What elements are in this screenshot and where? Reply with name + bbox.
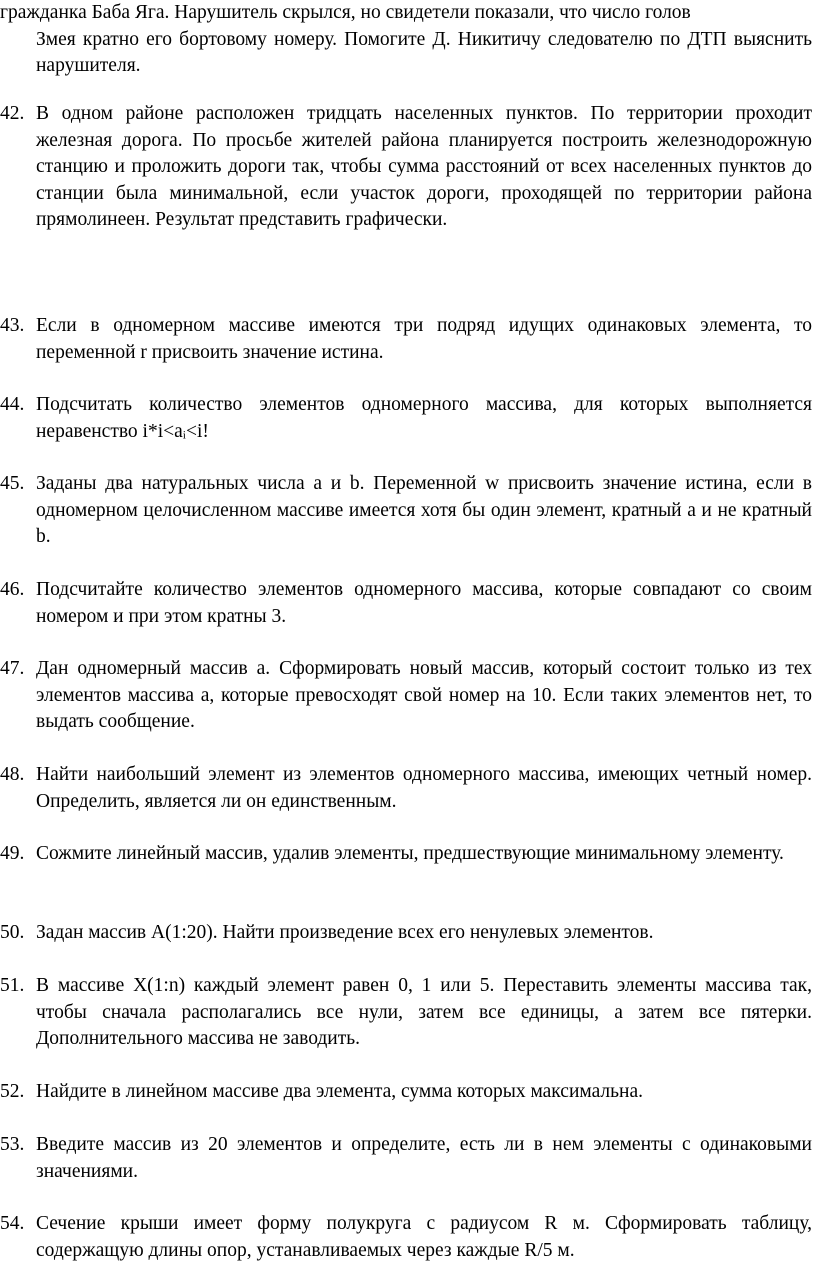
task-text: Заданы два натуральных числа a и b. Переменной w присвоить значение истина, если в одномерном целочисленном массиве имеется хотя бы один элемент, кратный a и не кратный b. — [36, 473, 812, 548]
task-text: В одном районе расположен тридцать населенных пунктов. По территории проходит железная дорога. По просьбе жителей района планируется построить железнодорожную станцию и проложить дороги так, чтобы сумма расстояний от всех населенных пунктов до станции была минимальной, если участок дороги, проходящей по территории района прямолинеен. Результат представить графически. — [36, 103, 812, 231]
task-number: 53. — [0, 1134, 25, 1155]
task-item-47 — [0, 656, 812, 736]
task-number: 52. — [0, 1081, 25, 1102]
task-text: Введите массив из 20 элементов и определите, есть ли в нем элементы с одинаковыми значениями. — [36, 1134, 812, 1182]
intro-first-line: гражданка Баба Яга. Нарушитель скрылся, но свидетели показали, что число голов — [0, 2, 691, 23]
task-number: 48. — [0, 764, 25, 785]
task-item-52 — [0, 1079, 812, 1106]
task-text: Найдите в линейном массиве два элемента, сумма которых максимальна. — [36, 1081, 644, 1102]
task-number: 54. — [0, 1213, 25, 1234]
task-number: 46. — [0, 579, 25, 600]
task-item-49 — [0, 841, 812, 868]
task-text: Сожмите линейный массив, удалив элементы, предшествующие минимальному элементу. — [36, 843, 784, 864]
task-item-46 — [0, 577, 812, 630]
intro-continuation: Змея кратно его бортовому номеру. Помогите Д. Никитичу следователю по ДТП выяснить нарушителя. — [36, 28, 812, 77]
intro-paragraph — [0, 0, 812, 80]
task-number: 47. — [0, 658, 25, 679]
task-item-42 — [0, 101, 812, 234]
task-item-48 — [0, 762, 812, 815]
task-item-51 — [0, 973, 812, 1053]
task-number: 44. — [0, 394, 25, 415]
task-number: 49. — [0, 843, 25, 864]
task-item-43 — [0, 313, 812, 366]
task-text: Подсчитайте количество элементов одномерного массива, которые совпадают со своим номером и при этом кратны 3. — [36, 579, 812, 627]
task-text: В массиве X(1:n) каждый элемент равен 0, 1 или 5. Переставить элементы массива так, чтобы сначала располагались все нули, затем все единицы, а затем все пятерки. Дополнительного массива не заводить. — [36, 975, 812, 1050]
task-number: 45. — [0, 473, 25, 494]
task-text: Найти наибольший элемент из элементов одномерного массива, имеющих четный номер. Определить, является ли он единственным. — [36, 764, 812, 812]
task-text: Подсчитать количество элементов одномерного массива, для которых выполняется неравенство i*i<aᵢ<i! — [36, 394, 812, 442]
task-number: 43. — [0, 315, 25, 336]
task-item-50 — [0, 920, 812, 947]
task-text: Дан одномерный массив а. Сформировать новый массив, который состоит только из тех элементов массива а, которые превосходят свой номер на 10. Если таких элементов нет, то выдать сообщение. — [36, 658, 812, 733]
task-item-53 — [0, 1132, 812, 1185]
task-number: 51. — [0, 975, 25, 996]
task-text: Если в одномерном массиве имеются три подряд идущих одинаковых элемента, то переменной r присвоить значение истина. — [36, 315, 812, 363]
task-item-44 — [0, 392, 812, 445]
task-item-54 — [0, 1211, 812, 1264]
task-text: Задан массив А(1:20). Найти произведение всех его ненулевых элементов. — [36, 922, 654, 943]
task-text: Сечение крыши имеет форму полукруга с радиусом R м. Сформировать таблицу, содержащую длины опор, устанавливаемых через каждые R/5 м. — [36, 1213, 812, 1261]
task-number: 50. — [0, 922, 25, 943]
task-number: 42. — [0, 103, 25, 124]
task-item-45 — [0, 471, 812, 551]
